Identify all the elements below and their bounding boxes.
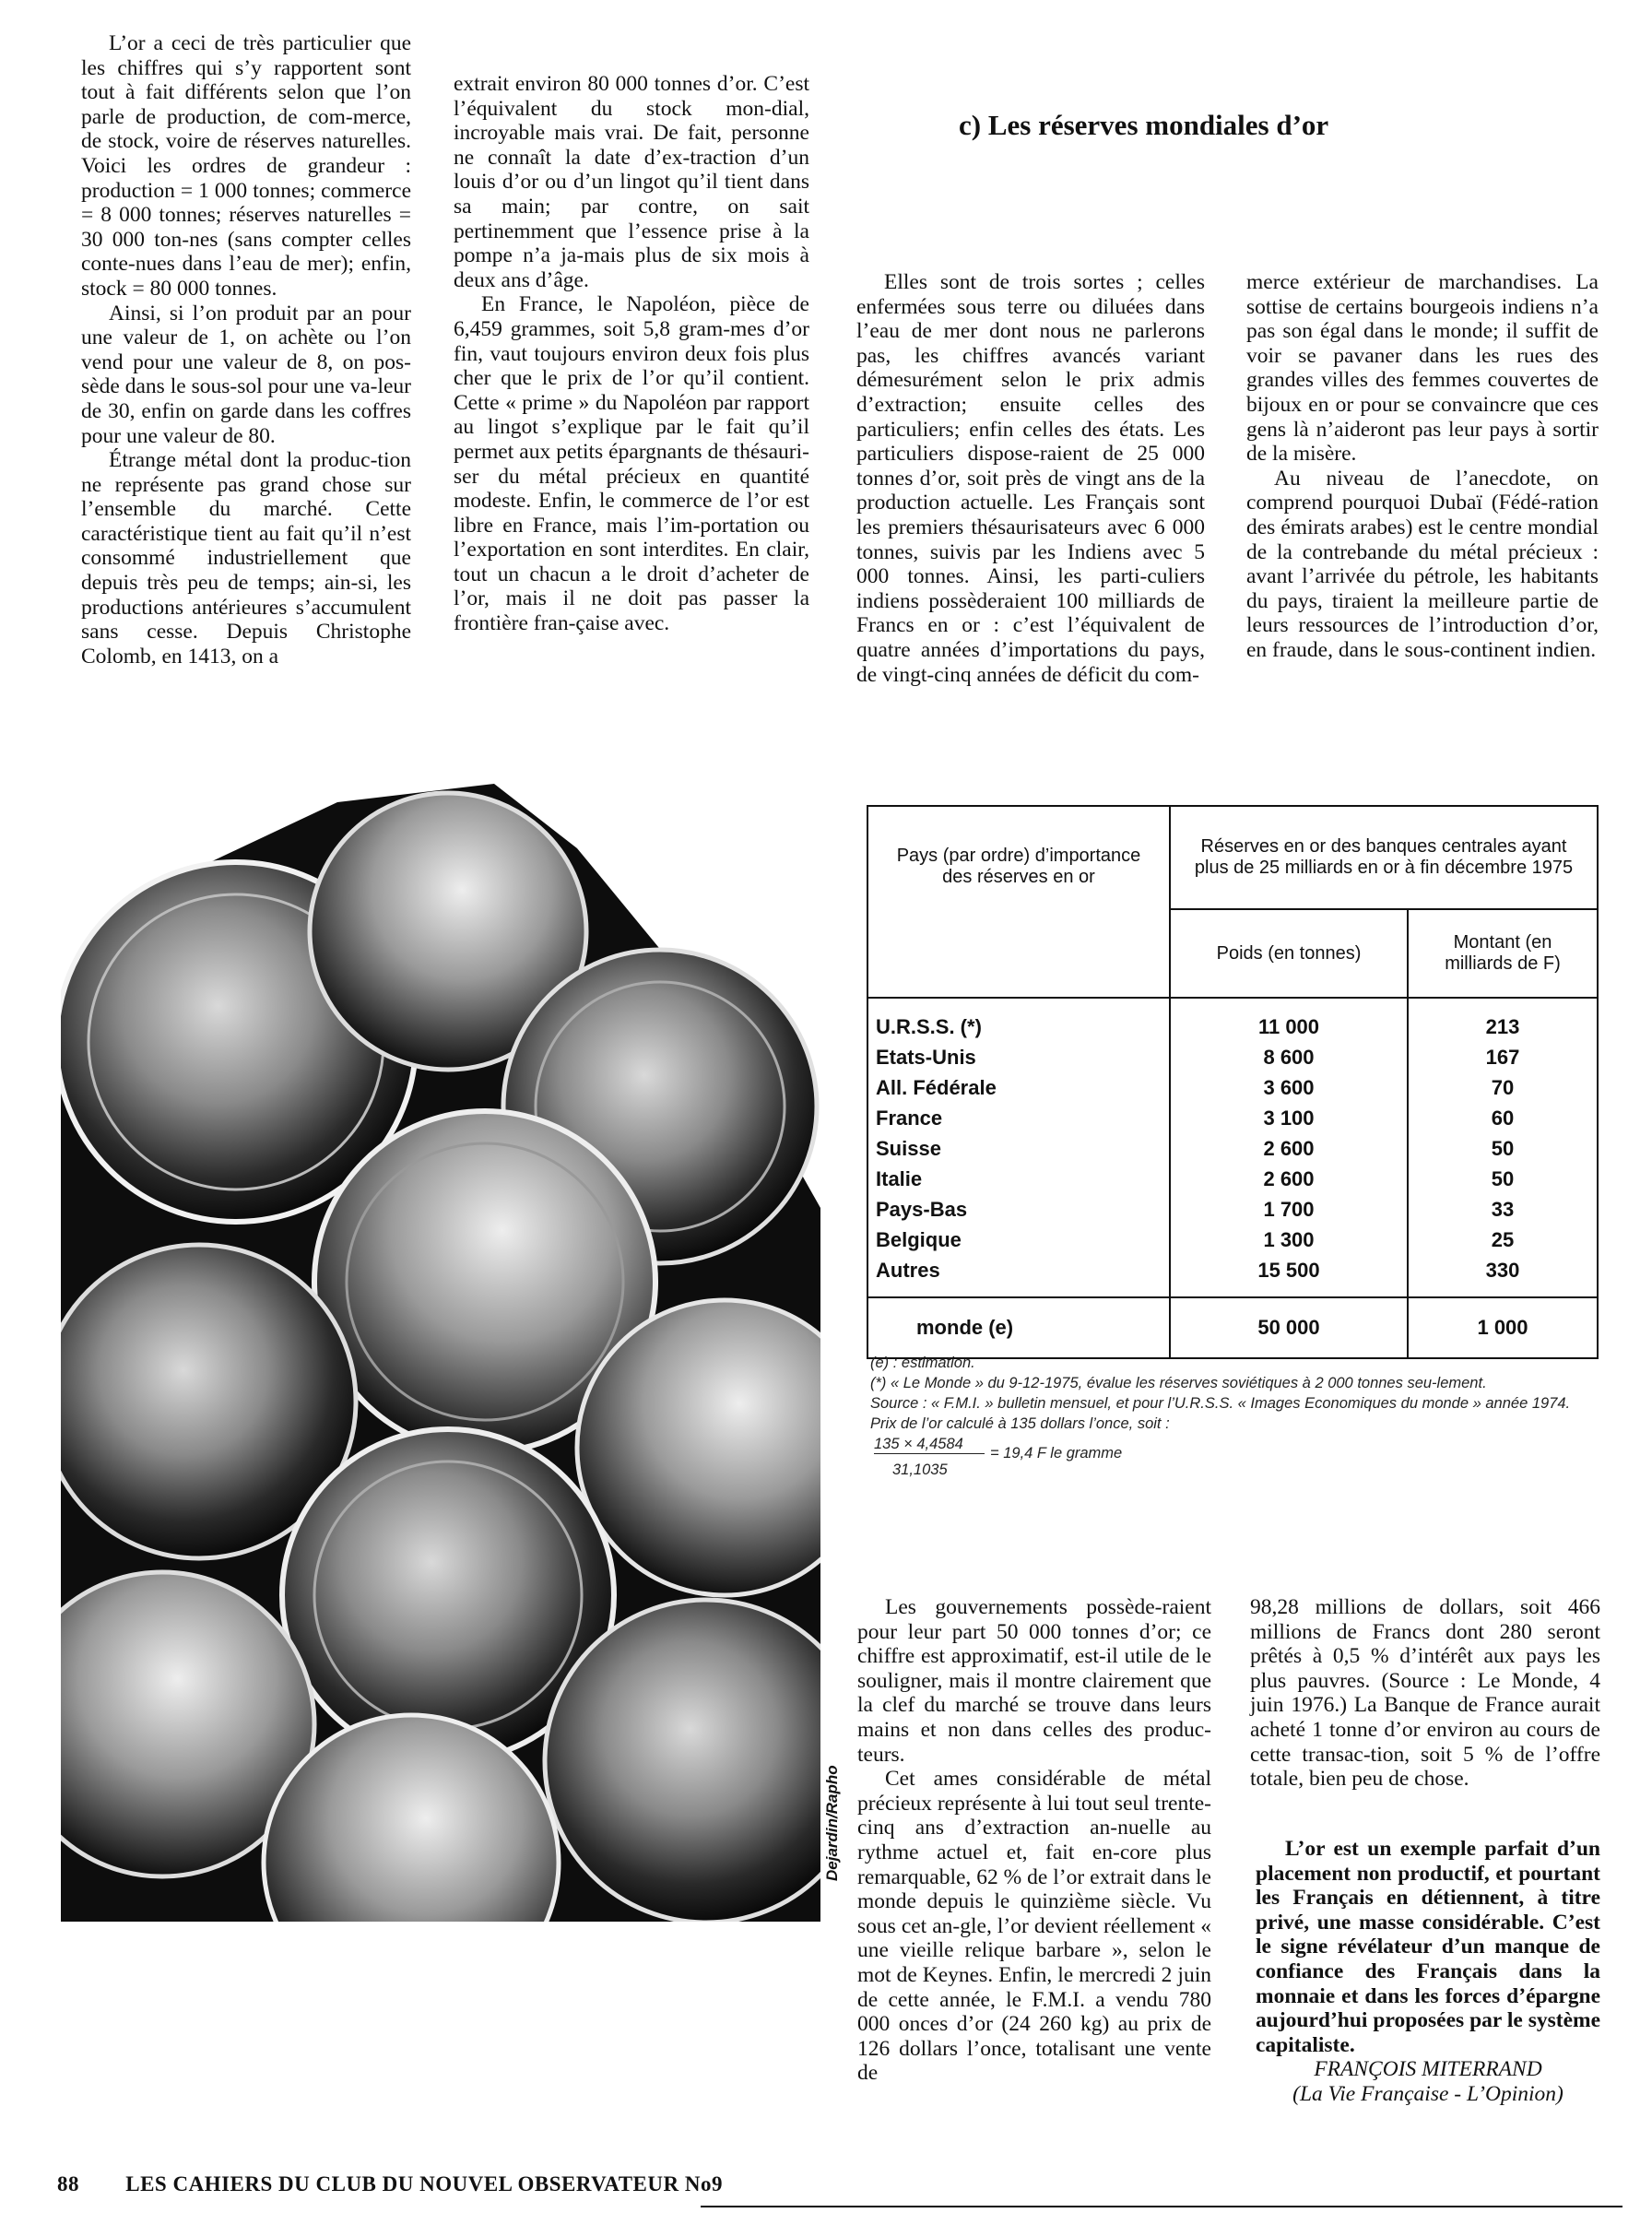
cell-weight: 11 000	[1170, 1012, 1408, 1042]
formula-bar	[874, 1453, 985, 1454]
closing-paragraph: L’or est un exemple parfait d’un placement non productif, et pourtant les Français en détiennent, à titre privé, une masse considérable. C’est le signe révélateur d’un manque de confiance des Français dans la monnaie et dans les forces d’épargne aujourd’hui proposées par le système capitaliste.	[1256, 1837, 1600, 2057]
table-header-row	[867, 806, 1598, 909]
table-row	[867, 1042, 1598, 1072]
paragraph: Ainsi, si l’on produit par an pour une valeur de 1, on achète ou l’on vend pour une valeur de 8, on pos-sède dans le sous-sol pour une va-leur de 30, enfin on garde dans les coffres pour une valeur de 80.	[81, 301, 411, 448]
paragraph: Au niveau de l’anecdote, on comprend pourquoi Dubaï (Fédé-ration des émirats arabes) est le centre mondial de la contrebande du métal précieux : avant l’arrivée du pétrole, les habitants du pays, tiraient la meilleure partie de leurs ressources de l’introduction d’or, en fraude, dans le sous-continent indien.	[1246, 466, 1599, 662]
cell-amount: 50	[1408, 1164, 1598, 1194]
paragraph: Cet ames considérable de métal précieux représente à lui tout seul trente-cinq ans d’extraction an-nuelle au rythme actuel et, fait en-core plus remarquable, 62 % de l’or extrait dans le monde depuis le quinzième siècle. Vu sous cet an-gle, l’or devient réellement « une vieille relique barbare », selon le mot de Keynes. Enfin, le mercredi 2 juin de cette année, le F.M.I. a vendu 780 000 onces d’or (24 260 kg) au prix de 126 dollars l’once, totalisant une vente de	[857, 1767, 1211, 2086]
paragraph: L’or a ceci de très particulier que les chiffres qui s’y rapportent sont tout à fait différents selon que l’on parle de production, de com-merce, de stock, voire de réserves naturelles. Voici les ordres de grandeur : production = 1 000 tonnes; commerce = 8 000 tonnes; réserves naturelles = 30 000 ton-nes (sans compter celles conte-nues dans l’eau de mer); enfin, stock = 80 000 tonnes.	[81, 31, 411, 301]
article-column-2	[454, 72, 809, 636]
paragraph: extrait environ 80 000 tonnes d’or. C’est l’équivalent du stock mon-dial, incroyable mais vrai. De fait, personne ne connaît la date d’ex-traction d’un louis d’or ou d’un lingot qu’il tient dans sa main; par contre, on sait pertinemment que l’essence prise à la pompe n’a ja-mais plus de six mois à deux ans d’âge.	[454, 72, 809, 292]
cell-country: Belgique	[876, 1228, 962, 1251]
article-column-3	[856, 270, 1205, 687]
paragraph: Étrange métal dont la produc-tion ne représente pas grand chose sur l’ensemble du marché. Cette caractéristique tient au fait qu’il n’est consommé industriellement que depuis très peu de temps; ain-si, les productions antérieures s’accumulent sans cesse. Depuis Christophe Colomb, en 1413, on a	[81, 448, 411, 669]
section-heading: c) Les réserves mondiales d’or	[959, 109, 1329, 141]
author-name: FRANÇOIS MITERRAND	[1314, 2057, 1542, 2081]
article-column-4	[1246, 270, 1599, 663]
table-total-row	[867, 1297, 1598, 1358]
table-row	[867, 1225, 1598, 1255]
paragraph: merce extérieur de marchandises. La sottise de certains bourgeois indiens n’a pas son égal dans le monde; il suffit de voir se pavaner dans les rues des grandes villes des femmes couvertes de bijoux en or pour se convaincre que ces gens là n’aideront pas leur pays à sortir de la misère.	[1246, 270, 1599, 467]
table-spacer	[867, 998, 1598, 1012]
cell-country: France	[876, 1106, 943, 1130]
cell-country: All. Fédérale	[876, 1076, 997, 1099]
cell-amount: 167	[1408, 1042, 1598, 1072]
formula-denominator: 31,1035	[892, 1462, 948, 1478]
column-group-header: Réserves en or des banques centrales ayant plus de 25 milliards en or à fin décembre 1975	[1170, 806, 1598, 909]
cell-country: U.R.S.S. (*)	[876, 1015, 982, 1038]
cell-amount: 60	[1408, 1103, 1598, 1133]
note-estimation: (e) : estimation.	[870, 1355, 975, 1371]
header-text: Pays (par ordre) d’importance des réserves en or	[896, 846, 1141, 887]
cell-country: Suisse	[876, 1137, 941, 1160]
cell-weight: 15 500	[1170, 1255, 1408, 1285]
article-column-5	[857, 1595, 1211, 2086]
table-row	[867, 1255, 1598, 1285]
table-row	[867, 1072, 1598, 1103]
paragraph: Elles sont de trois sortes ; celles enfermées sous terre ou diluées dans l’eau de mer dont nous ne parlerons pas, les chiffres avancés variant démesurément selon le prix admis d’extraction; ensuite celles des particuliers; enfin celles des états. Les particuliers dispose-raient de 25 000 tonnes d’or, soit près de vingt ans de la production actuelle. Les Français sont les premiers thésaurisateurs avec 6 000 tonnes, suivis par les Indiens avec 5 000 tonnes. Ainsi, les parti-culiers indiens possèderaient 100 milliards de Francs en or : c’est l’équivalent de quatre années d’importations du pays, de vingt-cinq années de déficit du com-	[856, 270, 1205, 687]
cell-weight: 8 600	[1170, 1042, 1408, 1072]
gold-reserves-table	[867, 805, 1599, 1359]
table-row	[867, 1194, 1598, 1225]
cell-weight: 3 100	[1170, 1103, 1408, 1133]
table-row	[867, 1164, 1598, 1194]
column-header-amount: Montant (en milliards de F)	[1408, 909, 1598, 998]
cell-amount-total: 1 000	[1408, 1297, 1598, 1358]
cell-weight: 2 600	[1170, 1164, 1408, 1194]
article-column-1	[81, 31, 411, 669]
cell-weight-total: 50 000	[1170, 1297, 1408, 1358]
cell-amount: 50	[1408, 1133, 1598, 1164]
publication-title: LES CAHIERS DU CLUB DU NOUVEL OBSERVATEUR No9	[125, 2172, 723, 2195]
paragraph: 98,28 millions de dollars, soit 466 millions de Francs dont 280 seront prêtés à 0,5 % d’intérêt aux pays les plus pauvres. (Source : Le Monde, 4 juin 1976.) La Banque de France aurait acheté 1 tonne d’or environ au cours de cette transac-tion, soit 5 % de l’offre totale, bien peu de chose.	[1250, 1595, 1600, 1792]
column-header-country	[867, 806, 1170, 998]
cell-amount: 213	[1408, 1012, 1598, 1042]
author-source: (La Vie Française - L’Opinion)	[1292, 2081, 1564, 2106]
cell-amount: 33	[1408, 1194, 1598, 1225]
column-header-weight: Poids (en tonnes)	[1170, 909, 1408, 998]
note-price: Prix de l’or calculé à 135 dollars l’once, soit :	[870, 1415, 1170, 1432]
gold-coins-photo	[61, 765, 820, 1922]
paragraph: En France, le Napoléon, pièce de 6,459 grammes, soit 5,8 gram-mes d’or fin, vaut toujours environ deux fois plus cher que le prix de l’or qu’il contient. Cette « prime » du Napoléon par rapport au lingot s’explique par le fait qu’il permet aux petits épargnants de thésauri-ser du métal précieux en quantité modeste. Enfin, le commerce de l’or est libre en France, mais l’im-portation ou l’exportation en sont interdites. En clair, tout un chacun a le droit d’acheter de l’or, mais il ne doit pas passer la frontière fran-çaise avec.	[454, 292, 809, 636]
closing-statement	[1256, 1837, 1600, 2057]
table-row	[867, 1133, 1598, 1164]
photo-credit: Dejardin/Rapho	[823, 1765, 841, 1881]
table-spacer	[867, 1285, 1598, 1297]
cell-weight: 3 600	[1170, 1072, 1408, 1103]
cell-weight: 1 700	[1170, 1194, 1408, 1225]
cell-weight: 2 600	[1170, 1133, 1408, 1164]
cell-amount: 70	[1408, 1072, 1598, 1103]
note-source: Source : « F.M.I. » bulletin mensuel, et pour l’U.R.S.S. « Images Economiques du monde » année 1974.	[870, 1395, 1571, 1412]
formula-result: = 19,4 F le gramme	[990, 1445, 1123, 1462]
cell-country: Etats-Unis	[876, 1046, 976, 1069]
article-column-6	[1250, 1595, 1600, 1792]
table-row	[867, 1012, 1598, 1042]
page-footer	[57, 2172, 1624, 2196]
footer-rule	[701, 2206, 1622, 2207]
signature-block	[1256, 2057, 1600, 2106]
cell-amount: 25	[1408, 1225, 1598, 1255]
page-number: 88	[57, 2172, 79, 2195]
price-formula	[870, 1435, 1599, 1483]
cell-amount: 330	[1408, 1255, 1598, 1285]
cell-country: Autres	[876, 1259, 940, 1282]
table-row	[867, 1103, 1598, 1133]
cell-country: Pays-Bas	[876, 1198, 968, 1221]
formula-numerator: 135 × 4,4584	[874, 1436, 963, 1452]
cell-country: Italie	[876, 1167, 923, 1190]
table-notes	[870, 1354, 1599, 1484]
note-urss: (*) « Le Monde » du 9-12-1975, évalue les réserves soviétiques à 2 000 tonnes seu-lement.	[870, 1375, 1487, 1391]
cell-country-total: monde (e)	[916, 1316, 1014, 1339]
cell-weight: 1 300	[1170, 1225, 1408, 1255]
paragraph: Les gouvernements possède-raient pour leur part 50 000 tonnes d’or; ce chiffre est approximatif, est-il utile de le souligner, mais il montre clairement que la clef du marché se trouve dans leurs mains et non dans celles des produc-teurs.	[857, 1595, 1211, 1767]
